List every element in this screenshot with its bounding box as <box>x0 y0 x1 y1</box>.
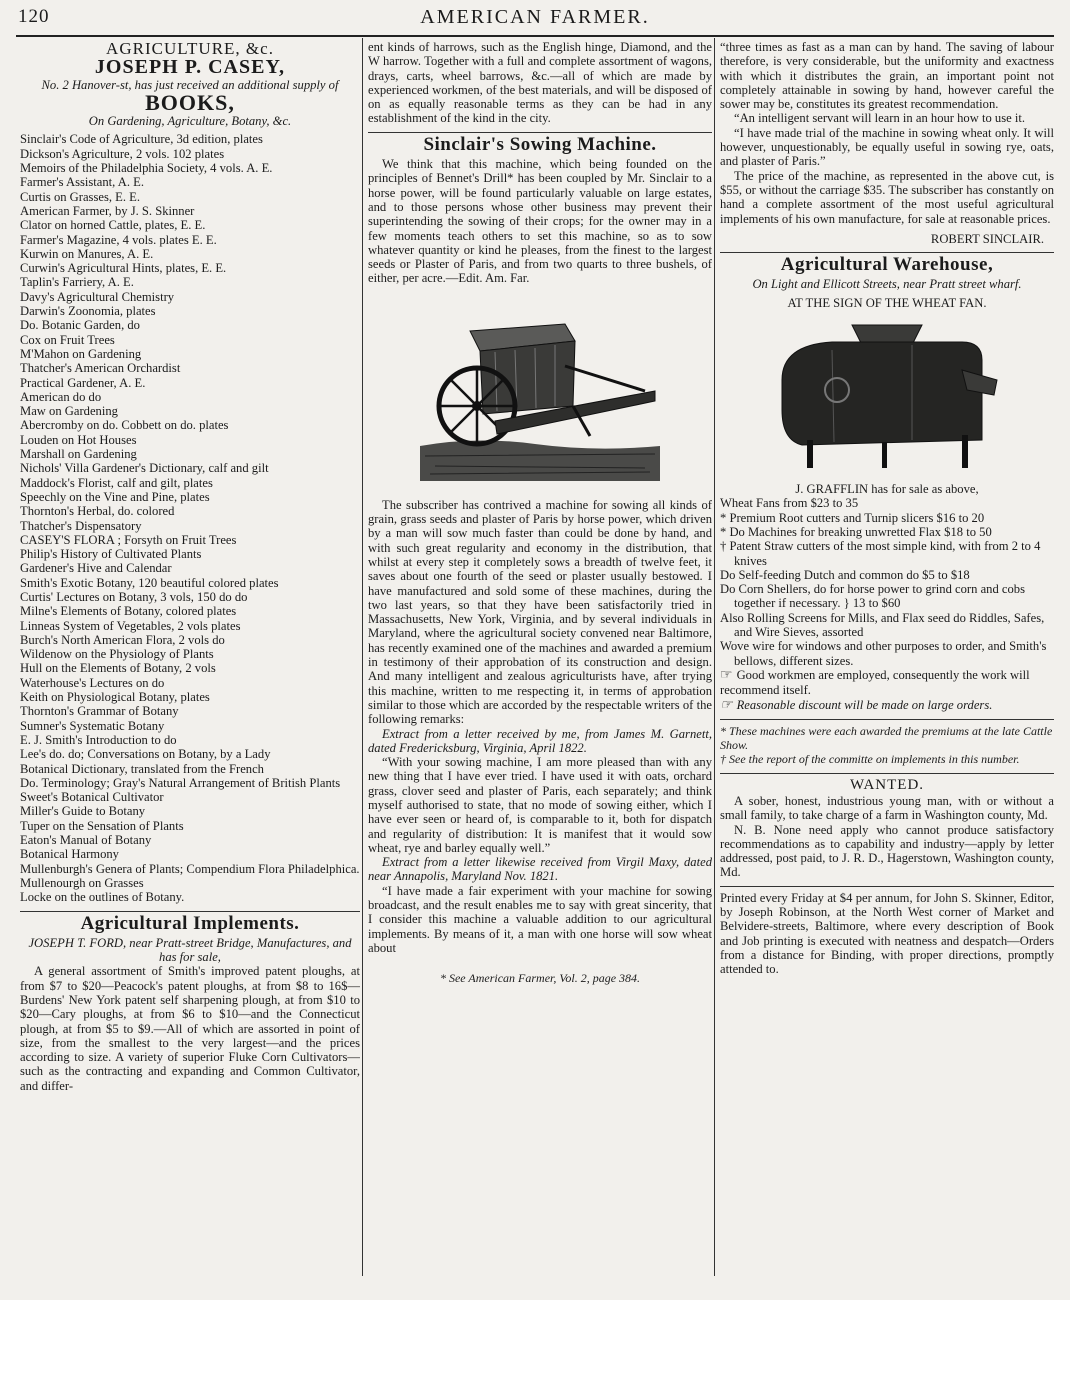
book-list-item: Do. Botanic Garden, do <box>20 318 140 333</box>
grafflin-notice: J. GRAFFLIN has for sale as above, <box>795 482 979 497</box>
quote-para: “I have made trial of the machine in sowing wheat only. It will however, unquestionably, be equally useful in sowing rye, oats, and plaster of Paris.” <box>720 125 1054 169</box>
machine-description: The subscriber has contrived a machine for sowing all kinds of grain, grass seeds and plaster of Paris by horse power, which driven by a man will sow much faster than could be done by hand, and with such great regularity and economy in the distribution, that whilst at every step it completely sows a breadth of twelve feet, it saves about one fourth of the seed or plaster usually bestowed. I have manufactured and sold some of these machines, during the two last years, so that they have been satisfactorily tried in Massachusetts, New York, Virginia, and by several individuals in Maryland, where the agricultural society convened near Baltimore, has recently examined one of the machines and awarded a premium in testimony of their approbation of its construction and design. And many intelligent and zealous agriculturists have, after trying this machine, written to me respecting it, in terms of approbation similar to those which are accorded by the respectable writers of the following remarks: <box>368 497 712 727</box>
book-list-item: Eaton's Manual of Botany <box>20 833 152 848</box>
warehouse-item: Wove wire for windows and other purposes to order, and Smith's bellows, different sizes. <box>720 639 1047 668</box>
book-list-item: American do do <box>20 389 102 404</box>
book-list-item: American Farmer, by J. S. Skinner <box>20 203 195 218</box>
warehouse-items <box>720 496 1054 668</box>
warehouse-item: † Patent Straw cutters of the most simple kind, with from 2 to 4 knives <box>720 539 1041 568</box>
book-list-item: Marshall on Gardening <box>20 447 137 462</box>
books-title: BOOKS, <box>145 89 235 115</box>
warehouse-item: Also Rolling Screens for Mills, and Flax seed do Riddles, Safes, and Wire Sieves, assorted <box>720 610 1045 640</box>
book-list-item: Tuper on the Sensation of Plants <box>20 818 184 833</box>
book-list-item: Gardener's Hive and Calendar <box>20 561 172 576</box>
book-list-item: Curtis on Grasses, E. E. <box>20 189 140 204</box>
book-list-item: Nichols' Villa Gardener's Dictionary, calf and gilt <box>20 461 269 476</box>
book-list-item: Waterhouse's Lectures on do <box>20 675 165 690</box>
book-list-item: Burch's North American Flora, 2 vols do <box>20 632 225 647</box>
book-list-item: CASEY'S FLORA ; Forsyth on Fruit Trees <box>20 532 237 547</box>
continuation-text: “three times as fast as a man can by hand. The saving of labour therefore, is very considerable, but the uniformity and exactness with which it distributes the grain, an important point not completely attainable in sowing by hand, however careful the sower may be, constitutes its greatest recommendation. <box>720 40 1054 112</box>
book-list-item: Locke on the outlines of Botany. <box>20 890 185 905</box>
book-list-item: Mullenourgh on Grasses <box>20 875 144 890</box>
book-list-item: Curwin's Agricultural Hints, plates, E. E. <box>20 261 227 276</box>
book-list-item: Kurwin on Manures, A. E. <box>20 246 154 261</box>
pointing-hand-icon: ☞ <box>720 667 733 683</box>
book-list-item: Mullenburgh's Genera of Plants; Compendium Flora Philadelphica. <box>20 861 360 876</box>
quote-para: “An intelligent servant will learn in an hour how to use it. <box>734 111 1025 126</box>
book-list-item: Farmer's Assistant, A. E. <box>20 175 145 190</box>
bookseller-name: JOSEPH P. CASEY, <box>94 56 286 79</box>
book-list-item: Smith's Exotic Botany, 120 beautiful colored plates <box>20 575 279 590</box>
book-list-item: Sweet's Botanical Cultivator <box>20 790 164 805</box>
column-2 <box>368 40 712 1280</box>
header-rule <box>16 35 1054 37</box>
wanted-nb: N. B. None need apply who cannot produce satisfactory recommendations as to capability and industry—apply by letter addressed, post paid, to J. R. D., Hagerstown, Washington county, Md. <box>720 822 1054 880</box>
book-list-item: Thatcher's Dispensatory <box>20 518 142 533</box>
page-number: 120 <box>18 6 50 27</box>
book-list-item: Dickson's Agriculture, 2 vols. 102 plates <box>20 146 225 161</box>
wanted-body: A sober, honest, industrious young man, with or without a small family, to take charge of a farm in Washington county, Md. <box>720 793 1054 823</box>
extract2-heading: Extract from a letter likewise received from Virgil Maxy, dated near Annapolis, Maryland Nov. 1821. <box>368 855 712 884</box>
wheat-fan-engraving <box>720 320 1054 470</box>
footnote: * See American Farmer, Vol. 2, page 384. <box>439 971 641 986</box>
note-discount <box>720 698 1054 713</box>
bookseller-intro: No. 2 Hanover-st, has just received an additional supply of <box>41 77 339 92</box>
column-divider <box>362 38 363 1276</box>
implements-intro: JOSEPH T. FORD, near Pratt-street Bridge, Manufactures, and has for sale, <box>28 935 352 965</box>
book-list-item: Taplin's Farriery, A. E. <box>20 275 134 290</box>
book-list-item: Botanical Dictionary, translated from the French <box>20 761 264 776</box>
book-list-item: Maw on Gardening <box>20 404 118 419</box>
divider <box>368 132 712 133</box>
continuation-text: ent kinds of harrows, such as the English hinge, Diamond, and the W harrow. Together with a full and complete assortment of wagons, drays, carts, wheel barrows, &c.—all of which are made by experienced workmen, of the best materials, and will be disposed of on as equally reasonable terms as they can be had in any establishment of the kind in the city. <box>368 40 712 126</box>
book-list-item: Sumner's Systematic Botany <box>20 718 165 733</box>
extract1-heading: Extract from a letter received by me, from James M. Garnett, dated Fredericksburg, Virginia, April 1822. <box>368 726 712 755</box>
note-text: Good workmen are employed, consequently the work will recommend itself. <box>720 667 1030 698</box>
book-list-item: Sinclair's Code of Agriculture, 3d edition, plates <box>20 132 263 147</box>
book-list-item: Clator on horned Cattle, plates, E. E. <box>20 218 206 233</box>
note-text: Reasonable discount will be made on large orders. <box>736 697 993 712</box>
divider <box>720 719 1054 720</box>
book-list-item: E. J. Smith's Introduction to do <box>20 732 177 747</box>
warehouse-sign: AT THE SIGN OF THE WHEAT FAN. <box>787 295 987 310</box>
book-list-item: Wildenow on the Physiology of Plants <box>20 647 214 662</box>
note-workmen <box>720 668 1054 698</box>
book-list-item: Practical Gardener, A. E. <box>20 375 146 390</box>
column-1 <box>20 40 360 1280</box>
warehouse-item: Wheat Fans from $23 to 35 <box>720 496 859 511</box>
book-list-item: Botanical Harmony <box>20 847 119 862</box>
machine-title: Sinclair's Sowing Machine. <box>423 133 657 155</box>
book-list-item: Maddock's Florist, calf and gilt, plates <box>20 475 213 490</box>
book-list-item: Thornton's Grammar of Botany <box>20 704 179 719</box>
book-list-item: Linneas System of Vegetables, 2 vols plates <box>20 618 241 633</box>
book-list <box>20 132 360 904</box>
signature: ROBERT SINCLAIR. <box>930 231 1044 246</box>
footnote: † See the report of the committe on implements in this number. <box>720 752 1020 767</box>
book-list-item: M'Mahon on Gardening <box>20 346 142 361</box>
book-list-item: Hull on the Elements of Botany, 2 vols <box>20 661 216 676</box>
book-list-item: Miller's Guide to Botany <box>20 804 146 819</box>
divider <box>720 886 1054 887</box>
warehouse-item: Do Self-feeding Dutch and common do $5 to $18 <box>720 567 970 582</box>
divider <box>20 911 360 912</box>
seed-drill-engraving <box>368 296 712 486</box>
implements-title: Agricultural Implements. <box>80 912 300 934</box>
warehouse-item: Do Corn Shellers, do for horse power to grind corn and cobs together if necessary. } 13 to $60 <box>720 582 1025 611</box>
book-list-item: Curtis' Lectures on Botany, 3 vols, 150 do do <box>20 589 248 604</box>
book-list-item: Davy's Agricultural Chemistry <box>20 289 175 304</box>
wanted-title: WANTED. <box>849 776 925 793</box>
book-list-item: Farmer's Magazine, 4 vols. plates E. E. <box>20 232 217 247</box>
book-list-item: Darwin's Zoonomia, plates <box>20 304 156 319</box>
column-divider <box>714 38 715 1276</box>
editorial-note: We think that this machine, which being founded on the principles of Bennet's Drill* has been coupled by Mr. Sinclair to a horse power, will be found particularly valuable on large estates, and to those persons whose other business may prevent their superintending the sowing of their crops; for the owner may in a few moments teach others to set this machine, so as to sow whatever quantity or kind he pleases, from the finest to the largest seeds or Plaster of Paris, and from two quarts to three bushels, of either, per acre.—Edit. Am. Far. <box>368 157 712 286</box>
newspaper-title: AMERICAN FARMER. <box>420 6 650 28</box>
warehouse-location: On Light and Ellicott Streets, near Pratt street wharf. <box>752 277 1022 292</box>
implements-body: A general assortment of Smith's improved patent ploughs, at from $7 to $20—Peacock's patent ploughs, at from $8 to 16$—Burdens' New York patent self sharpening plough, at from $10 to $20—Cary ploughs, at from $6 to $10—and the Connecticut plough, at from $5 to $9.—All of which are assorted in point of size, from the smallest to the very largest—and the prices according to size. A variety of superior Fluke Corn Cultivators—such as the contracting and expanding and Common Cultivator, and differ- <box>20 964 360 1093</box>
book-list-item: Lee's do. do; Conversations on Botany, by a Lady <box>20 747 271 762</box>
extract1-body: “With your sowing machine, I am more pleased than with any new thing that I have ever tried. I have used it with oats, orchard grass, clover seed and plaster of Paris, each separately; and think myself authorised to state, that no mode of sowing either, which I have ever seen or heard of, is comparable to it, both for dispatch and regularity of distribution: It is manifest that it would sow wheat, rye and barley equally well.” <box>368 755 712 855</box>
warehouse-title: Agricultural Warehouse, <box>780 254 994 276</box>
book-list-item: Thatcher's American Orchardist <box>20 361 181 376</box>
divider <box>720 252 1054 253</box>
section-title: AGRICULTURE, &c. <box>106 40 274 58</box>
warehouse-item: * Premium Root cutters and Turnip slicers $16 to 20 <box>720 510 985 525</box>
pointing-hand-icon: ☞ <box>720 697 733 713</box>
imprint: Printed every Friday at $4 per annum, for John S. Skinner, Editor, by Joseph Robinson, at the North West corner of Market and Belvidere-streets, Baltimore, where every description of Book and Job printing is executed with neatness and despatch—Orders from a distance for Binding, with proper directions, promptly attended to. <box>720 890 1054 977</box>
book-list-item: Louden on Hot Houses <box>20 432 137 447</box>
page-header <box>18 4 1052 34</box>
book-list-item: Memoirs of the Philadelphia Society, 4 vols. A. E. <box>20 161 273 176</box>
footnote: * These machines were each awarded the premiums at the late Cattle Show. <box>720 723 1053 753</box>
extract2-body: “I have made a fair experiment with your machine for sowing broadcast, and the result enables me to say with great sincerity, that I consider this machine a valuable addition to our agricultural implements. By means of it, a man with one horse will sow wheat about <box>368 883 712 955</box>
divider <box>720 773 1054 774</box>
book-list-item: Milne's Elements of Botany, colored plates <box>20 604 237 619</box>
book-list-item: Do. Terminology; Gray's Natural Arrangement of British Plants <box>20 775 341 790</box>
book-list-item: Thornton's Herbal, do. colored <box>20 504 175 519</box>
book-list-item: Speechly on the Vine and Pine, plates <box>20 489 210 504</box>
price-notice: The price of the machine, as represented in the above cut, is $55, or without the carriage $35. The subscriber has constantly on hand a complete assortment of the most useful agricultural implements of his own manufacture, for sale at reasonable prices. <box>720 168 1054 226</box>
column-3 <box>720 40 1054 1280</box>
book-list-item: Keith on Physiological Botany, plates <box>20 690 210 705</box>
book-list-item: Philip's History of Cultivated Plants <box>20 547 202 562</box>
warehouse-item: * Do Machines for breaking unwretted Flax $18 to 50 <box>720 524 992 539</box>
book-list-item: Cox on Fruit Trees <box>20 332 115 347</box>
books-subtitle: On Gardening, Agriculture, Botany, &c. <box>88 114 292 129</box>
book-list-item: Abercromby on do. Cobbett on do. plates <box>20 418 229 433</box>
